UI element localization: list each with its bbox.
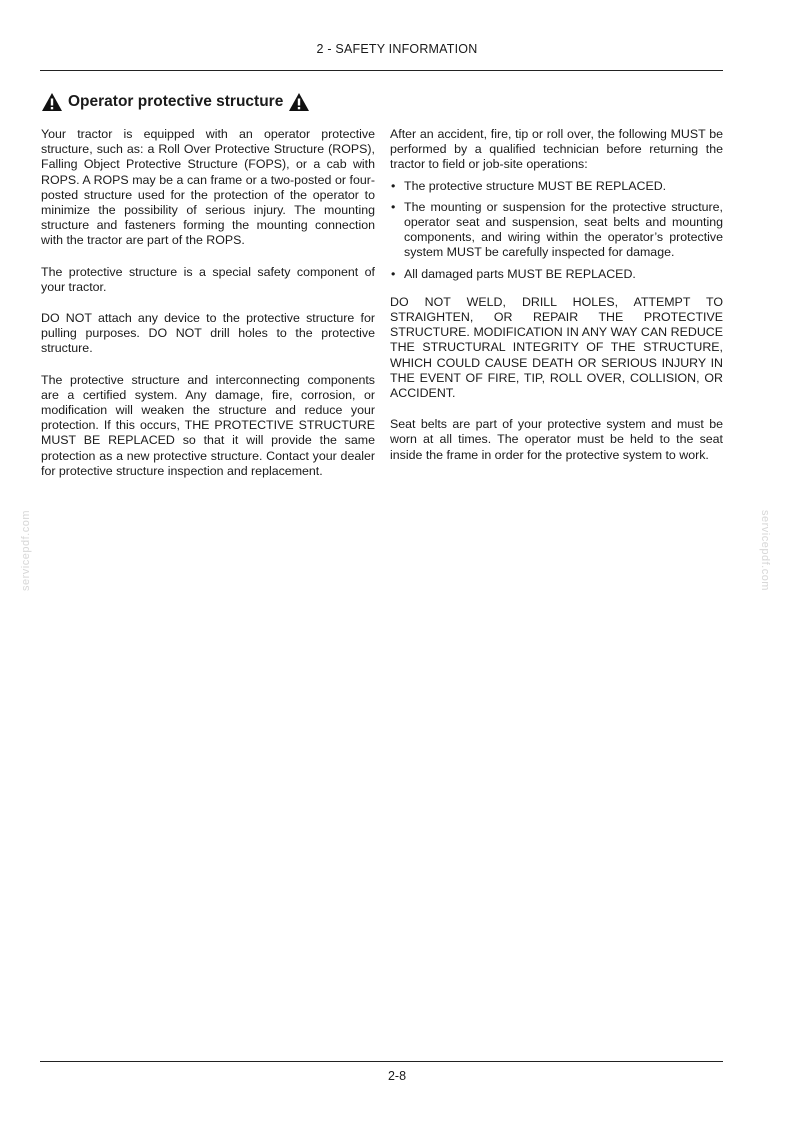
paragraph-protective-structure-intro: Your tractor is equipped with an operator protective structure, such as: a Roll Over Protective Structure (ROPS), Falling Object Protective Structure (FOPS), or a cab with ROPS. A ROPS may be a can frame or a two-posted or four-posted structure used for the protection of the operator to minimize the possibility of serious injury. The mounting structure and fasteners forming the mounting connection with the tractor are part of the ROPS. bbox=[41, 127, 375, 248]
left-column bbox=[41, 127, 375, 495]
paragraph-after-accident: After an accident, fire, tip or roll over, the following MUST be performed by a qualified technician before returning the tractor to field or job-site operations: bbox=[390, 127, 723, 172]
list-item bbox=[390, 200, 723, 261]
watermark-left: servicepdf.com bbox=[20, 510, 32, 591]
paragraph-certified-system: The protective structure and interconnecting components are a certified system. Any damage, fire, corrosion, or modification will weaken the structure and reduce your protection. If this occurs, THE PROTECTIVE STRUCTURE MUST BE REPLACED so that it will provide the same protection as a new protective structure. Contact your dealer for protective structure inspection and replacement. bbox=[41, 372, 375, 478]
list-item-text: All damaged parts MUST BE REPLACED. bbox=[404, 266, 636, 281]
right-column bbox=[390, 127, 723, 479]
warning-triangle-icon bbox=[288, 92, 310, 112]
paragraph-seat-belts: Seat belts are part of your protective system and must be worn at all times. The operator must be held to the seat inside the frame in order for the protective system to work. bbox=[390, 417, 723, 462]
page-header: 2 - SAFETY INFORMATION bbox=[316, 42, 478, 56]
page-number: 2-8 bbox=[387, 1069, 407, 1083]
list-item-text: The mounting or suspension for the protective structure, operator seat and suspension, seat belts and mounting components, and wiring within the operator’s protective system MUST be carefully inspected for damage. bbox=[404, 199, 723, 260]
warning-triangle-icon bbox=[41, 92, 63, 112]
paragraph-do-not-weld-warning: DO NOT WELD, DRILL HOLES, ATTEMPT TO STRAIGHTEN, OR REPAIR THE PROTECTIVE STRUCTURE. MODIFICATION IN ANY WAY CAN REDUCE THE STRUCTURAL INTEGRITY OF THE STRUCTURE, WHICH COULD CAUSE DEATH OR SERIOUS INJURY IN THE EVENT OF FIRE, TIP, ROLL OVER, COLLISION, OR ACCIDENT. bbox=[390, 294, 723, 401]
requirements-list bbox=[390, 179, 723, 282]
paragraph-do-not-attach: DO NOT attach any device to the protective structure for pulling purposes. DO NOT drill holes to the protective structure. bbox=[41, 311, 375, 356]
section-title bbox=[41, 92, 310, 112]
bullet-icon: • bbox=[391, 199, 396, 214]
bullet-icon: • bbox=[391, 266, 396, 281]
list-item-text: The protective structure MUST BE REPLACED. bbox=[404, 178, 667, 193]
list-item bbox=[390, 267, 723, 282]
paragraph-safety-component: The protective structure is a special safety component of your tractor. bbox=[41, 264, 375, 294]
watermark-right: servicepdf.com bbox=[759, 510, 771, 591]
bullet-icon: • bbox=[391, 178, 396, 193]
list-item bbox=[390, 179, 723, 194]
section-title-text: Operator protective structure bbox=[68, 93, 284, 110]
header-rule bbox=[40, 70, 723, 71]
footer-rule bbox=[40, 1061, 723, 1062]
